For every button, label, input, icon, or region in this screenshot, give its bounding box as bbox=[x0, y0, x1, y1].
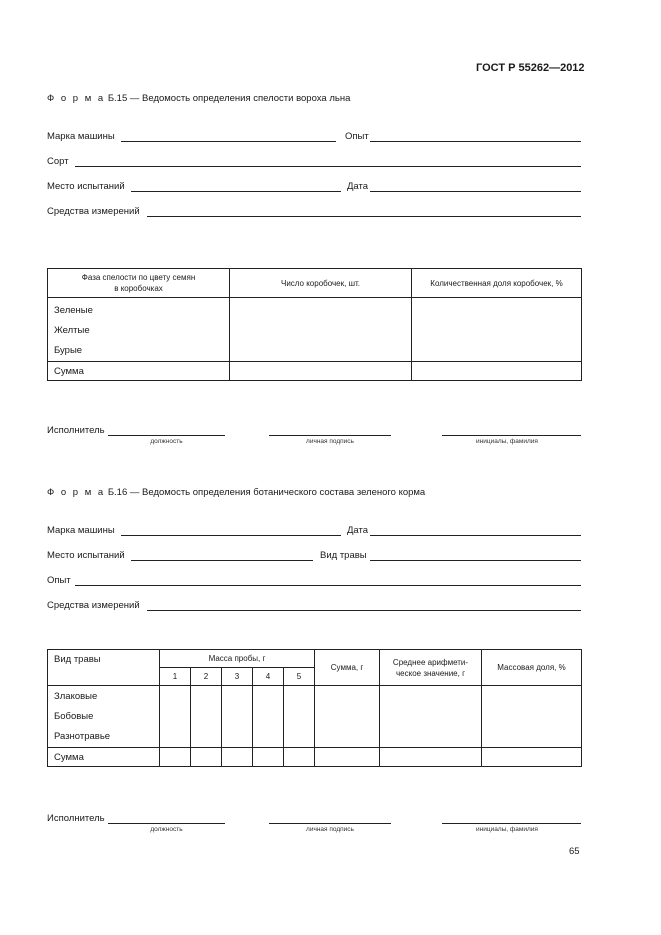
form15-place-label: Место испытаний bbox=[47, 181, 125, 192]
total-mean-cell[interactable] bbox=[380, 748, 482, 767]
total-mass-cell-4[interactable] bbox=[253, 748, 284, 767]
form15-variety-label: Сорт bbox=[47, 156, 69, 167]
form15-date-field[interactable] bbox=[370, 191, 581, 192]
form16-sign-caption: личная подпись bbox=[306, 826, 354, 833]
form15-position-field[interactable] bbox=[108, 435, 225, 436]
form15-instruments-field[interactable] bbox=[147, 216, 581, 217]
form15-instruments-label: Средства измерений bbox=[47, 206, 140, 217]
page-number: 65 bbox=[569, 846, 580, 857]
form15-machine-field[interactable] bbox=[121, 141, 336, 142]
form15-machine-label: Марка машины bbox=[47, 131, 115, 142]
total-share-cell[interactable] bbox=[412, 362, 582, 381]
mass-cell-4[interactable] bbox=[253, 686, 284, 748]
form16-machine-field[interactable] bbox=[121, 535, 341, 536]
col-grass-type: Вид травы bbox=[48, 650, 160, 686]
form16-table bbox=[47, 649, 582, 767]
total-share-cell[interactable] bbox=[482, 748, 582, 767]
mass-cell-1[interactable] bbox=[160, 686, 191, 748]
mass-cell-2[interactable] bbox=[191, 686, 222, 748]
col-ripeness-phase-line2: в коробочках bbox=[114, 284, 163, 293]
table-header-row bbox=[48, 650, 582, 668]
table-total-row bbox=[48, 362, 582, 381]
form16-date-field[interactable] bbox=[370, 535, 581, 536]
table-row bbox=[48, 686, 582, 748]
sample-number-3: 3 bbox=[222, 668, 253, 686]
grass-types-cell bbox=[48, 686, 160, 748]
form16-name-field[interactable] bbox=[442, 823, 581, 824]
total-sum-cell[interactable] bbox=[315, 748, 380, 767]
form16-place-field[interactable] bbox=[131, 560, 313, 561]
form15-sign-caption: личная подпись bbox=[306, 438, 354, 445]
table-header-row bbox=[48, 269, 582, 298]
form15-position-caption: должность bbox=[150, 438, 183, 445]
form16-executor-label: Исполнитель bbox=[47, 813, 105, 824]
col-mean bbox=[380, 650, 482, 686]
total-label: Сумма bbox=[48, 362, 230, 381]
box-share-cell[interactable] bbox=[412, 298, 582, 362]
row-label-brown: Бурые bbox=[54, 345, 83, 356]
col-sum: Сумма, г bbox=[315, 650, 380, 686]
total-count-cell[interactable] bbox=[230, 362, 412, 381]
form15-title-prefix: Ф о р м а bbox=[47, 93, 106, 104]
form16-instruments-field[interactable] bbox=[147, 610, 581, 611]
row-label-forbs: Разнотравье bbox=[54, 731, 111, 742]
form16-machine-label: Марка машины bbox=[47, 525, 115, 536]
total-mass-cell-5[interactable] bbox=[284, 748, 315, 767]
table-row bbox=[48, 298, 582, 362]
form16-position-field[interactable] bbox=[108, 823, 225, 824]
total-mass-cell-2[interactable] bbox=[191, 748, 222, 767]
form15-experiment-label: Опыт bbox=[345, 131, 369, 142]
total-label: Сумма bbox=[48, 748, 160, 767]
form15-name-caption: инициалы, фамилия bbox=[476, 438, 538, 445]
col-mean-line2: ческое значение, г bbox=[395, 668, 465, 678]
mass-cell-3[interactable] bbox=[222, 686, 253, 748]
sample-number-2: 2 bbox=[191, 668, 222, 686]
total-mass-cell-1[interactable] bbox=[160, 748, 191, 767]
form16-experiment-label: Опыт bbox=[47, 575, 71, 586]
form16-date-label: Дата bbox=[347, 525, 369, 536]
col-sample-mass: Масса пробы, г bbox=[160, 650, 315, 668]
form16-grass-field[interactable] bbox=[370, 560, 581, 561]
col-mean-line1: Среднее арифмети- bbox=[392, 657, 469, 667]
form15-name-field[interactable] bbox=[442, 435, 581, 436]
form15-sign-field[interactable] bbox=[269, 435, 391, 436]
form15-executor-label: Исполнитель bbox=[47, 425, 105, 436]
form15-title bbox=[47, 93, 350, 104]
form15-experiment-field[interactable] bbox=[370, 141, 581, 142]
form15-date-label: Дата bbox=[347, 181, 369, 192]
form16-title-text: Б.16 — Ведомость определения ботанического состава зеленого корма bbox=[107, 487, 426, 498]
ripeness-phases-cell bbox=[48, 298, 230, 362]
row-label-green: Зеленые bbox=[54, 305, 93, 316]
share-cell[interactable] bbox=[482, 686, 582, 748]
form15-table bbox=[47, 268, 582, 381]
col-box-share: Количественная доля коробочек, % bbox=[412, 269, 582, 298]
form16-title bbox=[47, 487, 425, 498]
col-ripeness-phase bbox=[48, 269, 230, 298]
box-count-cell[interactable] bbox=[230, 298, 412, 362]
form16-name-caption: инициалы, фамилия bbox=[476, 826, 538, 833]
form16-instruments-label: Средства измерений bbox=[47, 600, 140, 611]
col-mass-share: Массовая доля, % bbox=[482, 650, 582, 686]
form16-grass-label: Вид травы bbox=[320, 550, 367, 561]
form16-place-label: Место испытаний bbox=[47, 550, 125, 561]
sample-number-1: 1 bbox=[160, 668, 191, 686]
form15-title-text: Б.15 — Ведомость определения спелости вороха льна bbox=[107, 93, 351, 104]
total-mass-cell-3[interactable] bbox=[222, 748, 253, 767]
form16-title-prefix: Ф о р м а bbox=[47, 487, 106, 498]
row-label-yellow: Желтые bbox=[54, 325, 90, 336]
row-label-cereals: Злаковые bbox=[54, 691, 98, 702]
table-total-row bbox=[48, 748, 582, 767]
form16-experiment-field[interactable] bbox=[75, 585, 581, 586]
row-label-legumes: Бобовые bbox=[54, 711, 94, 722]
form16-position-caption: должность bbox=[150, 826, 183, 833]
col-box-count: Число коробочек, шт. bbox=[230, 269, 412, 298]
mass-cell-5[interactable] bbox=[284, 686, 315, 748]
sample-number-4: 4 bbox=[253, 668, 284, 686]
sum-cell[interactable] bbox=[315, 686, 380, 748]
sample-number-5: 5 bbox=[284, 668, 315, 686]
form16-sign-field[interactable] bbox=[269, 823, 391, 824]
mean-cell[interactable] bbox=[380, 686, 482, 748]
form15-variety-field[interactable] bbox=[75, 166, 581, 167]
col-ripeness-phase-line1: Фаза спелости по цвету семян bbox=[81, 273, 196, 282]
form15-place-field[interactable] bbox=[131, 191, 341, 192]
standard-number: ГОСТ Р 55262—2012 bbox=[476, 62, 585, 74]
